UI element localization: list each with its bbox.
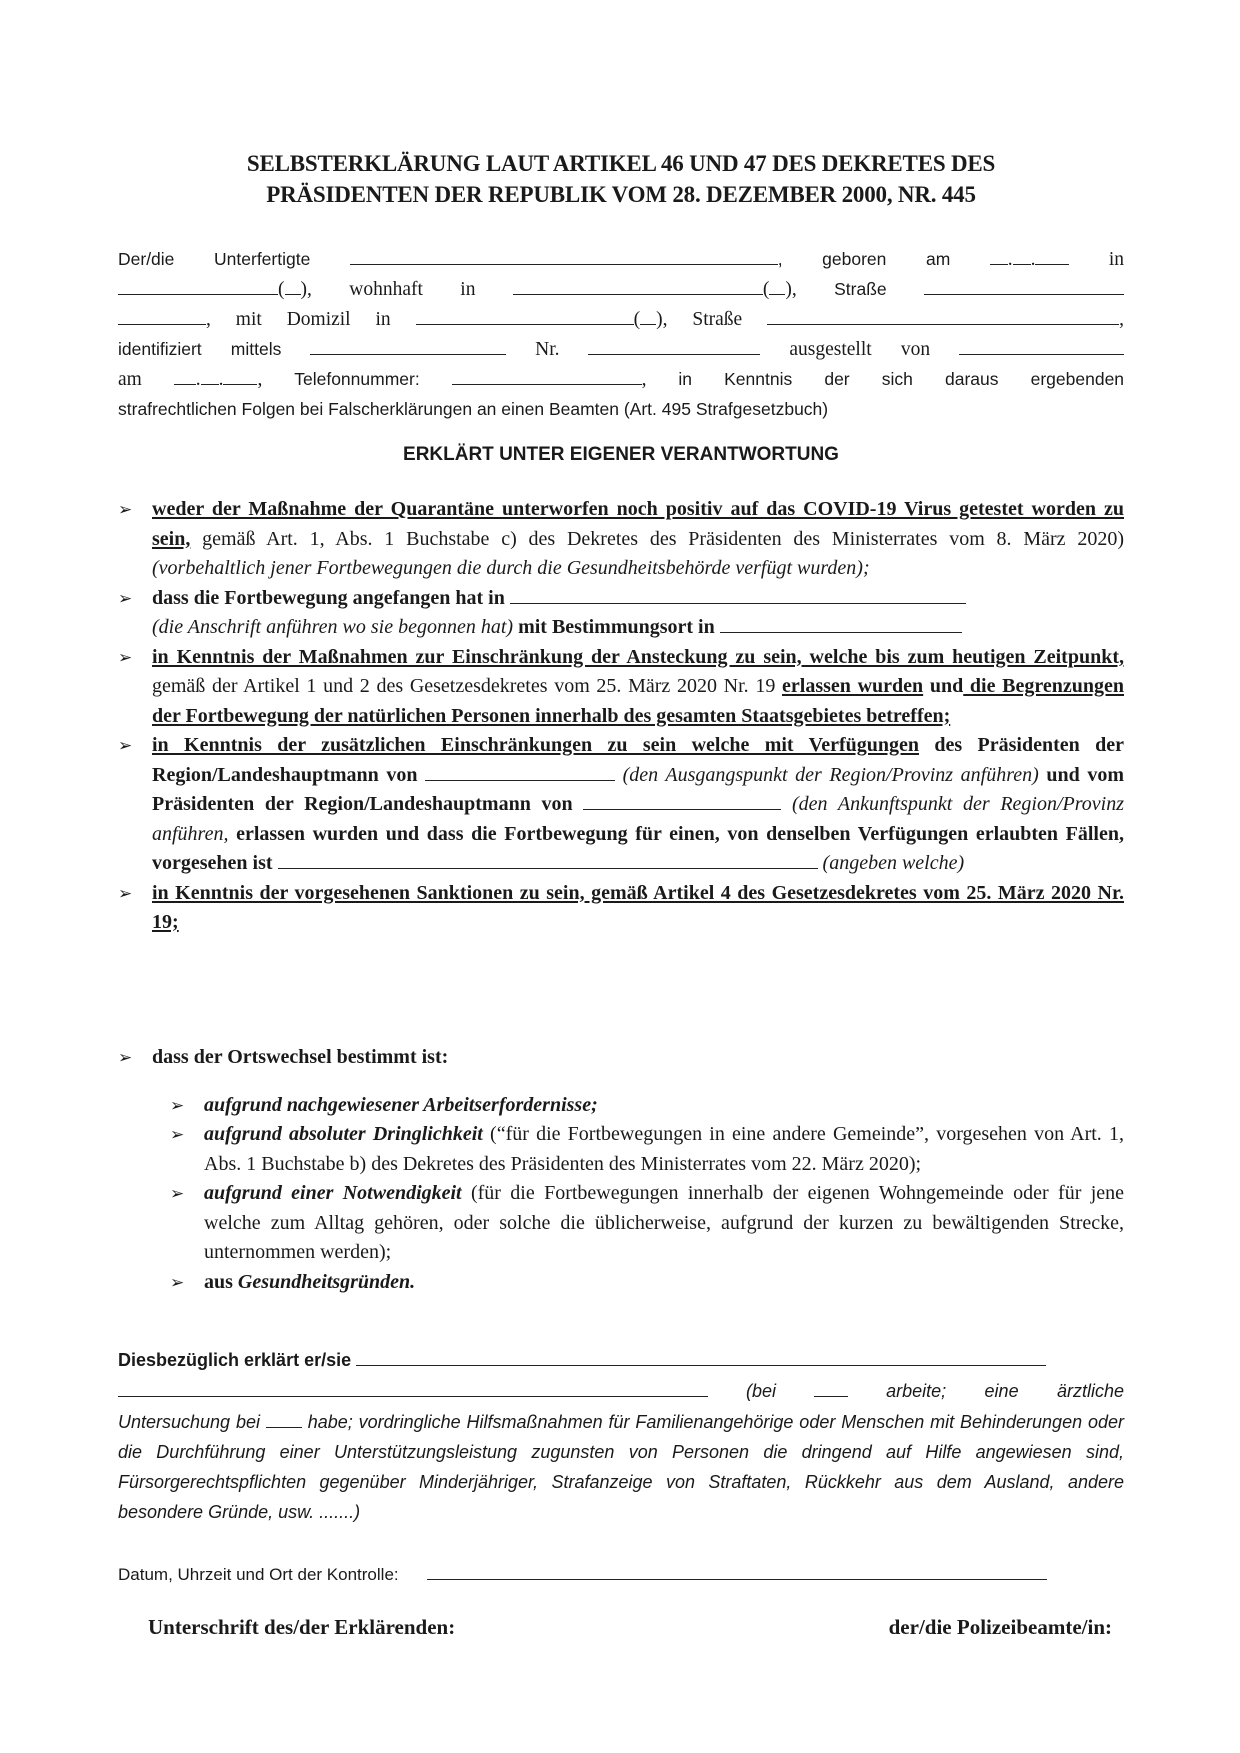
option-health[interactable] (170, 1268, 1124, 1298)
sanctions-statement: in Kenntnis der vorgesehenen Sanktionen zu sein, gemäß Artikel 4 des Gesetzesdekretes vom 25. März 2020 Nr. 19; (152, 881, 1124, 933)
comma: , (641, 369, 647, 390)
measures-limits: die Begrenzungen der Fortbewegung der natürlichen Personen innerhalb des gesamten Staatsgebietes betreffen; (152, 675, 1124, 727)
issued-by-field[interactable] (959, 337, 1124, 355)
arrow-bullet-icon: ➢ (118, 647, 133, 667)
paren-close: ), (785, 279, 797, 300)
residence-field[interactable] (513, 277, 763, 295)
destination-label: mit Bestimmungsort in (513, 616, 715, 638)
origin-region-hint: (den Ausgangspunkt der Region/Provinz anführen) (615, 763, 1039, 786)
option-work[interactable] (170, 1091, 1124, 1121)
declaration-regional-restrictions (118, 731, 1124, 879)
measures-issued: erlassen wurden (782, 675, 924, 697)
start-location-label: dass die Fortbewegung angefangen hat in (152, 586, 505, 609)
birth-year-field[interactable] (1035, 247, 1069, 265)
strasse-label: Straße (796, 279, 924, 299)
measures-legal-ref: gemäß der Artikel 1 und 2 des Gesetzesdekretes vom 25. März 2020 Nr. 19 (152, 675, 783, 697)
regional-statement: in Kenntnis der zusätzlichen Einschränkungen zu sein welche mit Verfügungen (152, 734, 919, 756)
arrow-bullet-icon: ➢ (118, 1048, 133, 1067)
comma: , (257, 369, 263, 390)
destination-region-field[interactable] (583, 792, 781, 810)
domicile-province-field[interactable] (640, 307, 656, 325)
comma: , (1119, 309, 1124, 330)
destination-field[interactable] (720, 615, 962, 633)
unterfertigte-label: Der/die Unterfertigte (118, 249, 311, 269)
regional-origin-label: des Präsidenten der Region/Landeshauptmann von (152, 734, 1124, 786)
birth-day-field[interactable] (990, 247, 1008, 265)
arrow-bullet-icon: ➢ (118, 500, 133, 519)
reason-label: Diesbezüglich erklärt er/sie (118, 1350, 352, 1370)
birth-month-field[interactable] (1013, 247, 1031, 265)
arrow-bullet-icon: ➢ (170, 1184, 185, 1203)
start-location-hint: (die Anschrift anführen wo sie begonnen hat) (152, 616, 514, 638)
issue-year-field[interactable] (223, 367, 257, 385)
origin-region-field[interactable] (425, 763, 615, 781)
start-location-field[interactable] (510, 586, 966, 604)
control-label: Datum, Uhrzeit und Ort der Kontrolle: (118, 1565, 399, 1584)
declarant-signature-label: Unterschrift des/der Erklärenden: (148, 1615, 456, 1639)
reason-explanation (118, 1407, 1124, 1527)
destination-region-hint: (den Ankunftspunkt der Region/Provinz anführen, (152, 793, 1124, 845)
id-label: identifiziert mittels (118, 339, 282, 359)
declaration-sanctions (118, 879, 1124, 938)
title-line-2: PRÄSIDENTEN DER REPUBLIK VOM 28. DEZEMBER 2000, NR. 445 (266, 182, 976, 207)
nr-label: Nr. (535, 339, 560, 360)
paren-close: ), (300, 279, 312, 300)
paren-open: ( (633, 309, 641, 330)
measures-statement: in Kenntnis der Maßnahmen zur Einschränkung der Ansteckung zu sein, welche bis zum heutigen Zeitpunkt, (152, 645, 1124, 668)
personal-data-section (118, 245, 1124, 425)
declarations-list (118, 495, 1124, 938)
residence-street-field[interactable] (924, 277, 1124, 295)
relocation-options (118, 1091, 1124, 1298)
bei-label: (bei (746, 1381, 777, 1401)
date-separator: . (1030, 249, 1036, 270)
in-kenntnis-text: in Kenntnis der sich daraus ergebenden (678, 369, 1125, 389)
reason-section (118, 1345, 1124, 1527)
arrow-bullet-icon: ➢ (118, 883, 133, 903)
allowed-case-hint: (angeben welche) (817, 852, 965, 874)
issued-by-label: ausgestellt von (789, 339, 931, 360)
option-necessity[interactable] (170, 1179, 1124, 1268)
date-separator: . (195, 369, 201, 390)
option-urgency-label: aufgrund absoluter Dringlichkeit (204, 1123, 483, 1145)
option-health-label: Gesundheitsgründen. (237, 1270, 416, 1293)
am-label: am (118, 369, 142, 390)
relocation-purpose-section (118, 1043, 1124, 1297)
untersuchung-label: Untersuchung bei (118, 1412, 260, 1432)
phone-field[interactable] (452, 367, 642, 385)
relocation-label: dass der Ortswechsel bestimmt ist: (152, 1046, 449, 1068)
declaration-start-location (118, 584, 1124, 643)
quarantine-note: (vorbehaltlich jener Fortbewegungen die durch die Gesundheitsbehörde verfügt wurden); (152, 557, 870, 579)
arrow-bullet-icon: ➢ (118, 736, 133, 755)
arrow-bullet-icon: ➢ (170, 1095, 185, 1115)
measures-and: und (923, 675, 964, 697)
reason-field[interactable] (356, 1348, 1046, 1366)
criminal-consequences-text: strafrechtlichen Folgen bei Falscherklärungen an einen Beamten (Art. 495 Strafgesetzbuch) (118, 399, 829, 419)
quarantine-statement: weder der Maßnahme der Quarantäne unterworfen noch positiv auf das COVID-19 Virus getestet worden zu sein, (152, 498, 1124, 550)
in-label: in (1108, 249, 1124, 270)
domizil-label: mit Domizil in (210, 309, 416, 330)
option-health-prefix: aus (204, 1270, 238, 1293)
option-urgency-desc: (“für die Fortbewegungen in eine andere Gemeinde”, vorgesehen von Art. 1, Abs. 1 Buchstabe b) des Dekretes des Präsidenten des Ministerrates vom 22. März 2020); (204, 1123, 1124, 1175)
option-necessity-label: aufgrund einer Notwendigkeit (204, 1182, 462, 1204)
residence-street-cont-field[interactable] (118, 307, 206, 325)
date-separator: . (218, 369, 224, 390)
id-document-field[interactable] (310, 337, 506, 355)
reason-field-cont[interactable] (118, 1379, 708, 1397)
officer-signature-label: der/die Polizeibeamte/in: (888, 1615, 1112, 1639)
reason-examples: habe; vordringliche Hilfsmaßnahmen für Familienangehörige oder Menschen mit Behinderungen oder die Durchführung einer Unterstützungsleistung zugunsten von Personen die dringend auf Hilfe angewiesen sind, Fürsorgerechtspflichten gegenüber Minderjähriger, Strafanzeige von Straftaten, Rückkehr aus dem Ausland, andere besondere Gründe, usw. .......) (118, 1412, 1124, 1522)
control-section (118, 1562, 1124, 1585)
issue-month-field[interactable] (201, 367, 219, 385)
title-line-1: SELBSTERKLÄRUNG LAUT ARTIKEL 46 UND 47 DES DEKRETES DES (246, 151, 996, 176)
domicile-street-field[interactable] (767, 307, 1119, 325)
arrow-bullet-icon: ➢ (170, 1272, 185, 1292)
id-number-field[interactable] (588, 337, 760, 355)
birth-province-field[interactable] (285, 277, 301, 295)
paren-open: ( (278, 279, 285, 300)
paren-open: ( (762, 279, 770, 300)
option-work-label: aufgrund nachgewiesener Arbeitserfordernisse; (204, 1093, 598, 1116)
birthplace-field[interactable] (118, 277, 278, 295)
employer-field[interactable] (814, 1379, 848, 1397)
control-field[interactable] (427, 1562, 1047, 1580)
arrow-bullet-icon: ➢ (118, 588, 133, 608)
issue-day-field[interactable] (174, 367, 196, 385)
date-separator: . (1007, 249, 1013, 270)
phone-label: Telefonnummer: (294, 369, 420, 389)
wohnhaft-label: wohnhaft in (311, 279, 513, 300)
option-necessity-desc: (für die Fortbewegungen innerhalb der eigenen Wohngemeinde oder für jene welche zum Alltag gehören, oder solche die üblicherweise, aufgrund der kurzen zu bewältigenden Strecke, unternommen werden); (204, 1182, 1125, 1263)
option-urgency[interactable] (170, 1120, 1124, 1179)
arrow-bullet-icon: ➢ (170, 1125, 185, 1144)
allowed-cases-label: erlassen wurden und dass die Fortbewegung für einen, von denselben Verfügungen erlaubten Fällen, vorgesehen ist (152, 822, 1124, 874)
declaration-quarantine (118, 495, 1124, 584)
geboren-am-label: , geboren am (777, 249, 951, 269)
quarantine-legal-ref: gemäß Art. 1, Abs. 1 Buchstabe c) des Dekretes des Präsidenten des Ministerrates vom 8. März 2020) (190, 527, 1124, 550)
section-heading: ERKLÄRT UNTER EIGENER VERANTWORTUNG (403, 444, 839, 465)
strasse-label: Straße (667, 309, 768, 330)
declaration-measures (118, 643, 1124, 732)
domicile-field[interactable] (416, 307, 634, 325)
residence-province-field[interactable] (769, 277, 785, 295)
comma: , (206, 309, 211, 330)
relocation-purpose-label (118, 1043, 1124, 1073)
allowed-case-field[interactable] (278, 851, 818, 869)
paren-close: ), (656, 309, 668, 330)
doctor-field[interactable] (266, 1410, 302, 1428)
document-title (118, 148, 1124, 210)
arbeite-label: arbeite; eine ärztliche (886, 1381, 1125, 1401)
regional-destination-label: und vom Präsidenten der Region/Landeshauptmann von (152, 763, 1125, 815)
name-field[interactable] (350, 247, 778, 265)
